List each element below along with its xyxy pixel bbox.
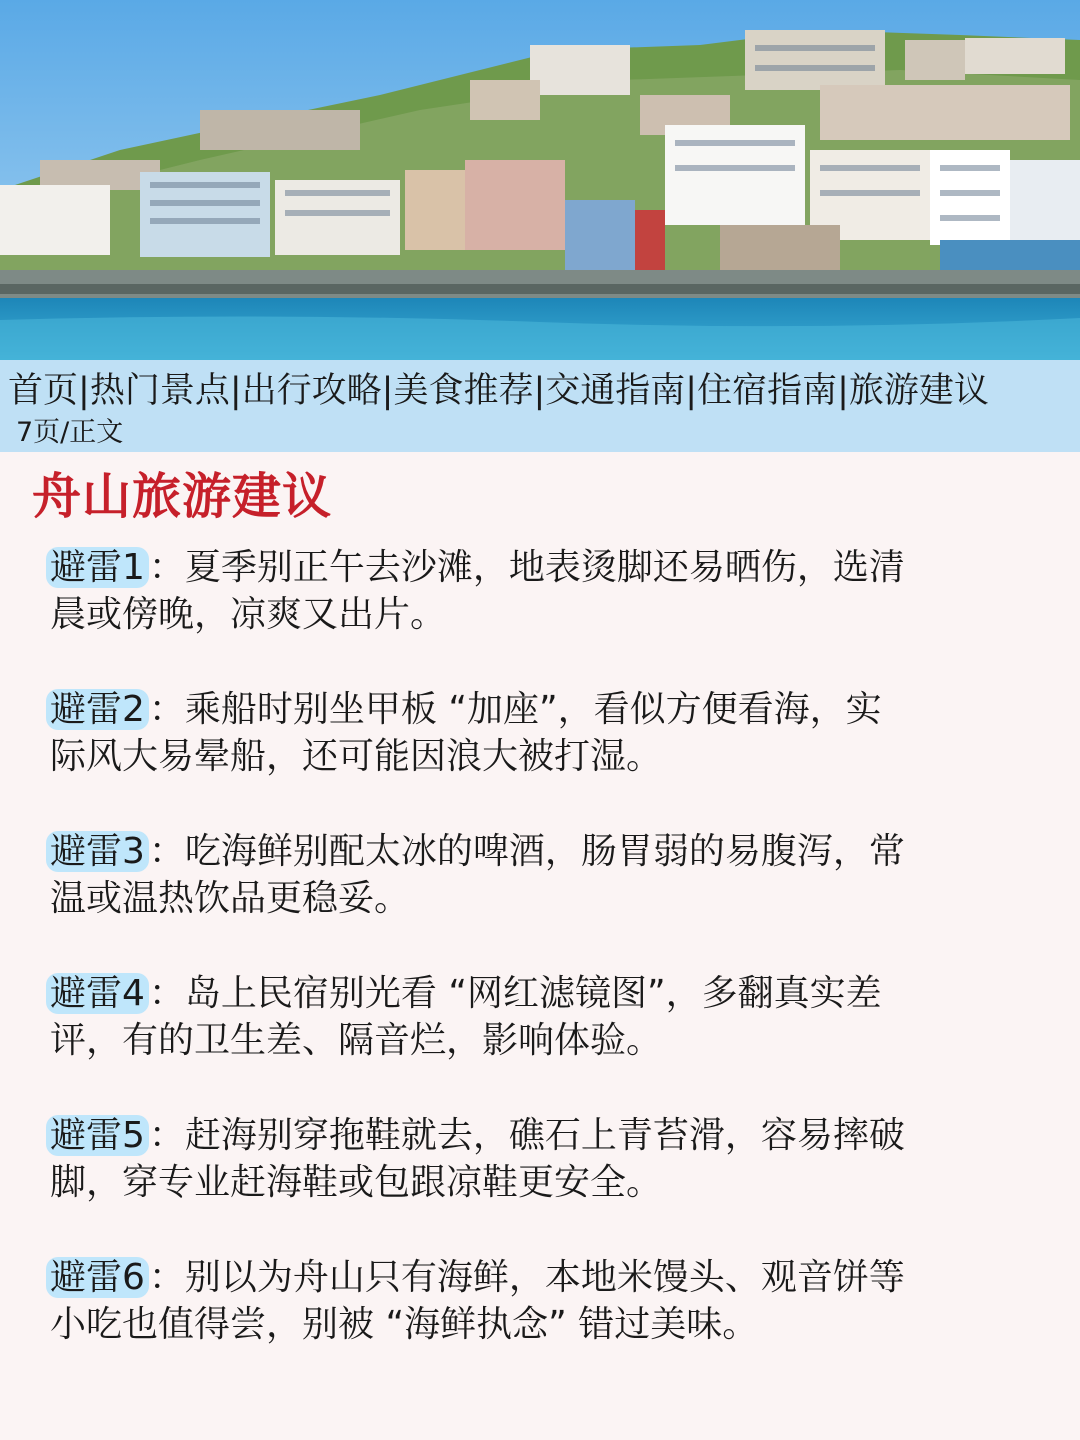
tip-item (50, 828, 1040, 922)
nav-band (0, 360, 1080, 452)
tip-item (50, 544, 1040, 638)
nav-separator: | (837, 371, 849, 411)
tip-item (50, 686, 1040, 780)
tip-text: 脚，穿专业赶海鞋或包跟凉鞋更安全。 (50, 1162, 663, 1203)
tip-item (50, 970, 1040, 1064)
tip-text: 际风大易晕船，还可能因浪大被打湿。 (50, 736, 663, 777)
harbor-town-illustration (0, 0, 1080, 362)
tip-text: 晨或傍晚，凉爽又出片。 (50, 594, 447, 635)
tip-text: ：乘船时别坐甲板 “加座”，看似方便看海，实 (148, 689, 882, 730)
tip-label: 避雷1 (46, 547, 149, 588)
tip-text: 温或温热饮品更稳妥。 (50, 878, 411, 919)
nav-item-transport[interactable]: 交通指南 (545, 371, 686, 411)
tip-label: 避雷6 (46, 1257, 149, 1298)
nav-item-travel-tips[interactable]: 出行攻略 (241, 371, 382, 411)
tip-text: ：岛上民宿别光看 “网红滤镜图”，多翻真实差 (148, 973, 882, 1014)
nav-separator: | (381, 371, 394, 411)
nav-item-food[interactable]: 美食推荐 (393, 371, 534, 411)
nav-separator: | (229, 371, 242, 411)
hero-photo (0, 0, 1080, 362)
tip-label: 避雷2 (46, 689, 149, 730)
tip-text: ：夏季别正午去沙滩，地表烫脚还易晒伤，选清 (148, 547, 905, 588)
tip-text: 评，有的卫生差、隔音烂，影响体验。 (50, 1020, 663, 1061)
nav-separator: | (533, 371, 546, 411)
tip-label: 避雷5 (46, 1115, 149, 1156)
tip-text: ：别以为舟山只有海鲜，本地米馒头、观音饼等 (148, 1257, 905, 1298)
nav-item-home[interactable]: 首页 (8, 371, 79, 411)
tip-text: ：吃海鲜别配太冰的啤酒，肠胃弱的易腹泻，常 (148, 831, 905, 872)
nav-separator: | (78, 371, 90, 411)
tip-text: ：赶海别穿拖鞋就去，礁石上青苔滑，容易摔破 (148, 1115, 905, 1156)
nav-item-hot-spots[interactable]: 热门景点 (89, 371, 230, 411)
nav-item-advice[interactable]: 旅游建议 (848, 371, 989, 411)
nav-item-lodging[interactable]: 住宿指南 (697, 371, 838, 411)
tip-item (50, 1254, 1040, 1348)
nav-menu (8, 366, 1078, 416)
page-indicator: 7页/正文 (16, 417, 124, 448)
page-title: 舟山旅游建议 (32, 468, 333, 525)
tip-label: 避雷3 (46, 831, 149, 872)
tip-item (50, 1112, 1040, 1206)
nav-separator: | (685, 371, 698, 411)
tip-text: 小吃也值得尝，别被 “海鲜执念” 错过美味。 (50, 1304, 759, 1345)
tip-label: 避雷4 (46, 973, 149, 1014)
